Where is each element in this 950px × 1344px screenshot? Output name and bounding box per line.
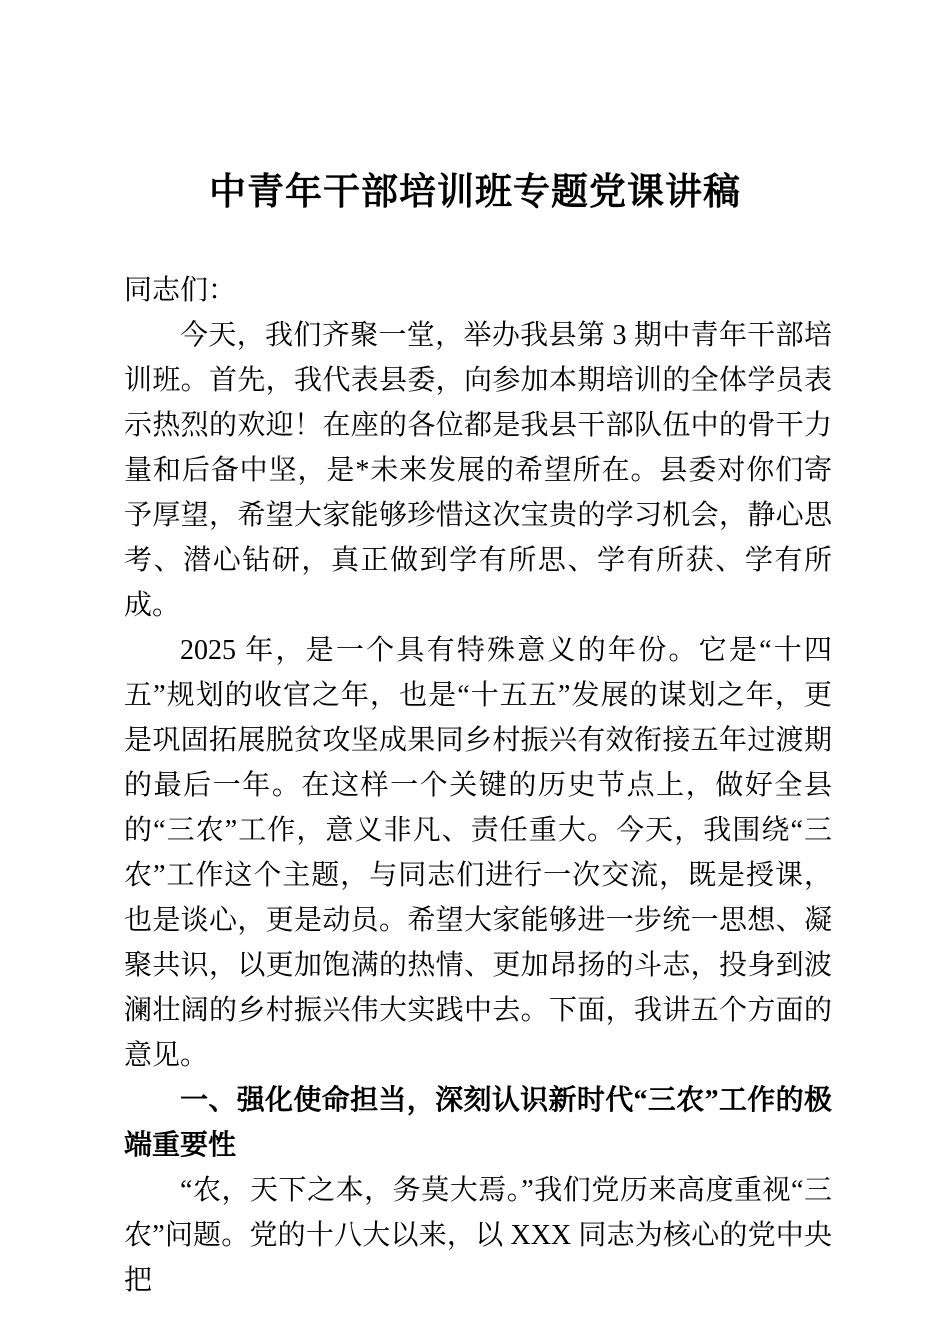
section-heading: 一、强化使命担当，深刻认识新时代“三农”工作的极端重要性 bbox=[124, 1085, 832, 1162]
document-body bbox=[0, 268, 950, 1303]
paragraph: 同志们： bbox=[124, 275, 237, 307]
paragraph: 今天，我们齐聚一堂，举办我县第 3 期中青年干部培训班。首先，我代表县委，向参加本期培训的全体学员表示热烈的欢迎！在座的各位都是我县干部队伍中的骨干力量和后备中坚，是*未来发展的希望所在。县委对你们寄予厚望，希望大家能够珍惜这次宝贵的学习机会，静心思考、潜心钻研，真正做到学有所思、学有所获、学有所成。 bbox=[124, 320, 832, 622]
paragraph: 2025 年，是一个具有特殊意义的年份。它是“十四五”规划的收官之年，也是“十五五”发展的谋划之年，更是巩固拓展脱贫攻坚成果同乡村振兴有效衔接五年过渡期的最后一年。在这样一个关键的历史节点上，做好全县的“三农”工作，意义非凡、责任重大。今天，我围绕“三农”工作这个主题，与同志们进行一次交流，既是授课，也是谈心，更是动员。希望大家能够进一步统一思想、凝聚共识，以更加饱满的热情、更加昂扬的斗志，投身到波澜壮阔的乡村振兴伟大实践中去。下面，我讲五个方面的意见。 bbox=[124, 635, 832, 1072]
paragraph: “农，天下之本，务莫大焉。”我们党历来高度重视“三农”问题。党的十八大以来，以 XXX 同志为核心的党中央把 bbox=[124, 1175, 832, 1297]
document-title: 中青年干部培训班专题党课讲稿 bbox=[209, 172, 741, 213]
